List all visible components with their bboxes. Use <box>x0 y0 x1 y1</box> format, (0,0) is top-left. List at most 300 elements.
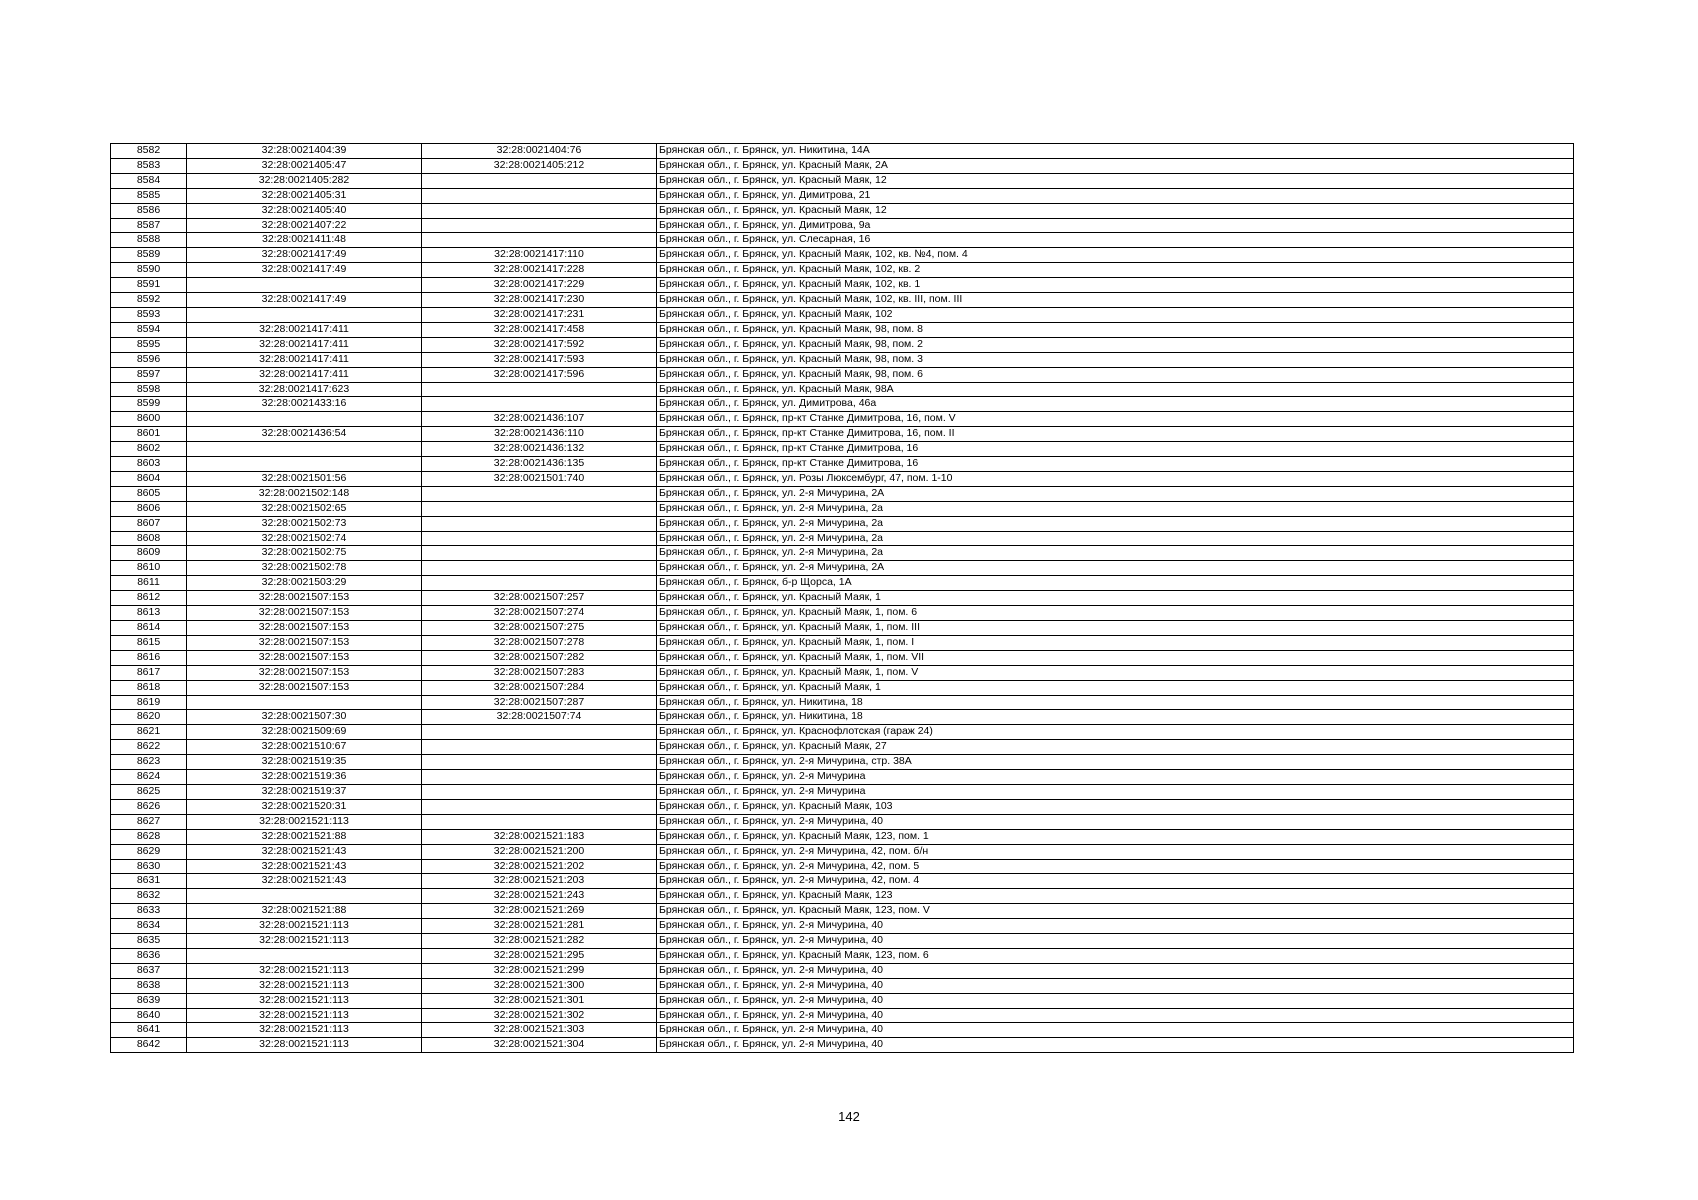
row-number-cell: 8596 <box>111 352 187 367</box>
land-cadastral-number-cell: 32:28:0021507:30 <box>187 710 422 725</box>
object-cadastral-number-cell: 32:28:0021436:132 <box>422 442 657 457</box>
row-number-cell: 8639 <box>111 993 187 1008</box>
object-cadastral-number-cell <box>422 546 657 561</box>
table-row <box>111 188 1574 203</box>
row-number-cell: 8605 <box>111 486 187 501</box>
object-cadastral-number-cell: 32:28:0021521:302 <box>422 1008 657 1023</box>
row-number-cell: 8623 <box>111 755 187 770</box>
object-cadastral-number-cell <box>422 725 657 740</box>
land-cadastral-number-cell: 32:28:0021521:113 <box>187 934 422 949</box>
object-cadastral-number-cell: 32:28:0021507:275 <box>422 621 657 636</box>
row-number-cell: 8587 <box>111 218 187 233</box>
row-number-cell: 8624 <box>111 770 187 785</box>
object-cadastral-number-cell <box>422 755 657 770</box>
row-number-cell: 8598 <box>111 382 187 397</box>
table-row <box>111 158 1574 173</box>
row-number-cell: 8620 <box>111 710 187 725</box>
row-number-cell: 8588 <box>111 233 187 248</box>
land-cadastral-number-cell: 32:28:0021507:153 <box>187 606 422 621</box>
land-cadastral-number-cell: 32:28:0021510:67 <box>187 740 422 755</box>
object-cadastral-number-cell: 32:28:0021417:230 <box>422 293 657 308</box>
land-cadastral-number-cell <box>187 457 422 472</box>
row-number-cell: 8627 <box>111 814 187 829</box>
object-cadastral-number-cell: 32:28:0021507:283 <box>422 665 657 680</box>
land-cadastral-number-cell: 32:28:0021405:47 <box>187 158 422 173</box>
address-cell: Брянская обл., г. Брянск, ул. Красный Маяк, 102, кв. №4, пом. 4 <box>657 248 1574 263</box>
object-cadastral-number-cell: 32:28:0021417:231 <box>422 307 657 322</box>
table-row <box>111 829 1574 844</box>
land-cadastral-number-cell: 32:28:0021521:43 <box>187 874 422 889</box>
table-row <box>111 248 1574 263</box>
row-number-cell: 8638 <box>111 978 187 993</box>
land-cadastral-number-cell: 32:28:0021503:29 <box>187 576 422 591</box>
land-cadastral-number-cell: 32:28:0021501:56 <box>187 471 422 486</box>
land-cadastral-number-cell <box>187 412 422 427</box>
table-row <box>111 740 1574 755</box>
address-cell: Брянская обл., г. Брянск, ул. Красный Маяк, 2А <box>657 158 1574 173</box>
object-cadastral-number-cell: 32:28:0021405:212 <box>422 158 657 173</box>
row-number-cell: 8585 <box>111 188 187 203</box>
table-row <box>111 1023 1574 1038</box>
land-cadastral-number-cell: 32:28:0021502:75 <box>187 546 422 561</box>
table-row <box>111 367 1574 382</box>
land-cadastral-number-cell: 32:28:0021507:153 <box>187 650 422 665</box>
land-cadastral-number-cell: 32:28:0021411:48 <box>187 233 422 248</box>
object-cadastral-number-cell <box>422 516 657 531</box>
table-row <box>111 934 1574 949</box>
row-number-cell: 8610 <box>111 561 187 576</box>
land-cadastral-number-cell: 32:28:0021404:39 <box>187 144 422 159</box>
address-cell: Брянская обл., г. Брянск, ул. 2-я Мичурина, 40 <box>657 1008 1574 1023</box>
address-cell: Брянская обл., г. Брянск, ул. 2-я Мичурина <box>657 770 1574 785</box>
property-register-table <box>110 143 1574 1053</box>
object-cadastral-number-cell <box>422 382 657 397</box>
address-cell: Брянская обл., г. Брянск, ул. Красный Маяк, 98, пом. 8 <box>657 322 1574 337</box>
land-cadastral-number-cell: 32:28:0021417:623 <box>187 382 422 397</box>
object-cadastral-number-cell: 32:28:0021521:303 <box>422 1023 657 1038</box>
table-row <box>111 695 1574 710</box>
land-cadastral-number-cell: 32:28:0021519:36 <box>187 770 422 785</box>
address-cell: Брянская обл., г. Брянск, ул. Красный Маяк, 27 <box>657 740 1574 755</box>
row-number-cell: 8592 <box>111 293 187 308</box>
address-cell: Брянская обл., г. Брянск, пр-кт Станке Димитрова, 16, пом. II <box>657 427 1574 442</box>
register-table-body <box>111 144 1574 1053</box>
address-cell: Брянская обл., г. Брянск, ул. Красный Маяк, 123, пом. V <box>657 904 1574 919</box>
land-cadastral-number-cell: 32:28:0021405:40 <box>187 203 422 218</box>
table-row <box>111 263 1574 278</box>
land-cadastral-number-cell <box>187 442 422 457</box>
table-row <box>111 337 1574 352</box>
row-number-cell: 8599 <box>111 397 187 412</box>
table-row <box>111 993 1574 1008</box>
object-cadastral-number-cell: 32:28:0021417:458 <box>422 322 657 337</box>
land-cadastral-number-cell: 32:28:0021417:411 <box>187 337 422 352</box>
row-number-cell: 8622 <box>111 740 187 755</box>
row-number-cell: 8597 <box>111 367 187 382</box>
land-cadastral-number-cell: 32:28:0021502:74 <box>187 531 422 546</box>
object-cadastral-number-cell: 32:28:0021417:592 <box>422 337 657 352</box>
address-cell: Брянская обл., г. Брянск, ул. Розы Люксембург, 47, пом. 1-10 <box>657 471 1574 486</box>
table-row <box>111 233 1574 248</box>
object-cadastral-number-cell: 32:28:0021417:110 <box>422 248 657 263</box>
table-row <box>111 382 1574 397</box>
table-row <box>111 561 1574 576</box>
row-number-cell: 8594 <box>111 322 187 337</box>
land-cadastral-number-cell: 32:28:0021521:113 <box>187 963 422 978</box>
land-cadastral-number-cell: 32:28:0021417:411 <box>187 352 422 367</box>
address-cell: Брянская обл., г. Брянск, ул. Красный Маяк, 123 <box>657 889 1574 904</box>
object-cadastral-number-cell <box>422 218 657 233</box>
table-row <box>111 218 1574 233</box>
address-cell: Брянская обл., г. Брянск, ул. 2-я Мичурина, 42, пом. 5 <box>657 859 1574 874</box>
address-cell: Брянская обл., г. Брянск, ул. 2-я Мичурина, 40 <box>657 993 1574 1008</box>
land-cadastral-number-cell: 32:28:0021507:153 <box>187 591 422 606</box>
table-row <box>111 278 1574 293</box>
land-cadastral-number-cell: 32:28:0021502:148 <box>187 486 422 501</box>
address-cell: Брянская обл., г. Брянск, ул. 2-я Мичурина, 40 <box>657 1023 1574 1038</box>
object-cadastral-number-cell: 32:28:0021507:74 <box>422 710 657 725</box>
land-cadastral-number-cell: 32:28:0021417:411 <box>187 367 422 382</box>
object-cadastral-number-cell <box>422 397 657 412</box>
land-cadastral-number-cell: 32:28:0021507:153 <box>187 635 422 650</box>
object-cadastral-number-cell <box>422 576 657 591</box>
table-row <box>111 621 1574 636</box>
land-cadastral-number-cell: 32:28:0021417:49 <box>187 263 422 278</box>
land-cadastral-number-cell: 32:28:0021417:49 <box>187 293 422 308</box>
table-row <box>111 471 1574 486</box>
address-cell: Брянская обл., г. Брянск, ул. Красный Маяк, 1, пом. 6 <box>657 606 1574 621</box>
address-cell: Брянская обл., г. Брянск, ул. Никитина, 18 <box>657 695 1574 710</box>
object-cadastral-number-cell: 32:28:0021521:301 <box>422 993 657 1008</box>
address-cell: Брянская обл., г. Брянск, ул. 2-я Мичурина, 40 <box>657 978 1574 993</box>
address-cell: Брянская обл., г. Брянск, ул. Красный Маяк, 1, пом. VII <box>657 650 1574 665</box>
address-cell: Брянская обл., г. Брянск, ул. 2-я Мичурина, 40 <box>657 934 1574 949</box>
table-row <box>111 546 1574 561</box>
table-row <box>111 307 1574 322</box>
row-number-cell: 8637 <box>111 963 187 978</box>
table-row <box>111 859 1574 874</box>
row-number-cell: 8629 <box>111 844 187 859</box>
table-row <box>111 293 1574 308</box>
table-row <box>111 606 1574 621</box>
object-cadastral-number-cell <box>422 188 657 203</box>
table-row <box>111 486 1574 501</box>
land-cadastral-number-cell <box>187 948 422 963</box>
address-cell: Брянская обл., г. Брянск, ул. Красный Маяк, 102, кв. III, пом. III <box>657 293 1574 308</box>
object-cadastral-number-cell: 32:28:0021417:593 <box>422 352 657 367</box>
row-number-cell: 8615 <box>111 635 187 650</box>
object-cadastral-number-cell <box>422 501 657 516</box>
object-cadastral-number-cell: 32:28:0021521:269 <box>422 904 657 919</box>
row-number-cell: 8603 <box>111 457 187 472</box>
object-cadastral-number-cell <box>422 203 657 218</box>
object-cadastral-number-cell <box>422 531 657 546</box>
table-row <box>111 457 1574 472</box>
table-row <box>111 173 1574 188</box>
row-number-cell: 8586 <box>111 203 187 218</box>
page-number: 142 <box>838 1109 860 1124</box>
table-row <box>111 397 1574 412</box>
object-cadastral-number-cell: 32:28:0021507:282 <box>422 650 657 665</box>
address-cell: Брянская обл., г. Брянск, ул. 2-я Мичурина, 40 <box>657 919 1574 934</box>
address-cell: Брянская обл., г. Брянск, ул. 2-я Мичурина, 2а <box>657 546 1574 561</box>
row-number-cell: 8618 <box>111 680 187 695</box>
object-cadastral-number-cell: 32:28:0021521:299 <box>422 963 657 978</box>
table-row <box>111 725 1574 740</box>
row-number-cell: 8582 <box>111 144 187 159</box>
land-cadastral-number-cell: 32:28:0021405:282 <box>187 173 422 188</box>
table-row <box>111 978 1574 993</box>
address-cell: Брянская обл., г. Брянск, ул. Красный Маяк, 1, пом. V <box>657 665 1574 680</box>
row-number-cell: 8621 <box>111 725 187 740</box>
object-cadastral-number-cell: 32:28:0021521:200 <box>422 844 657 859</box>
address-cell: Брянская обл., г. Брянск, ул. Красный Маяк, 1, пом. III <box>657 621 1574 636</box>
table-row <box>111 963 1574 978</box>
object-cadastral-number-cell <box>422 784 657 799</box>
object-cadastral-number-cell <box>422 233 657 248</box>
object-cadastral-number-cell: 32:28:0021507:257 <box>422 591 657 606</box>
address-cell: Брянская обл., г. Брянск, ул. 2-я Мичурина, 40 <box>657 1038 1574 1053</box>
land-cadastral-number-cell: 32:28:0021520:31 <box>187 799 422 814</box>
row-number-cell: 8636 <box>111 948 187 963</box>
row-number-cell: 8619 <box>111 695 187 710</box>
address-cell: Брянская обл., г. Брянск, ул. Димитрова, 21 <box>657 188 1574 203</box>
address-cell: Брянская обл., г. Брянск, ул. Красный Маяк, 1 <box>657 680 1574 695</box>
table-row <box>111 531 1574 546</box>
address-cell: Брянская обл., г. Брянск, ул. 2-я Мичурина, 40 <box>657 814 1574 829</box>
row-number-cell: 8584 <box>111 173 187 188</box>
address-cell: Брянская обл., г. Брянск, пр-кт Станке Димитрова, 16, пом. V <box>657 412 1574 427</box>
table-row <box>111 322 1574 337</box>
table-row <box>111 814 1574 829</box>
table-row <box>111 919 1574 934</box>
object-cadastral-number-cell: 32:28:0021507:287 <box>422 695 657 710</box>
object-cadastral-number-cell: 32:28:0021507:284 <box>422 680 657 695</box>
object-cadastral-number-cell <box>422 770 657 785</box>
land-cadastral-number-cell: 32:28:0021521:88 <box>187 829 422 844</box>
address-cell: Брянская обл., г. Брянск, ул. 2-я Мичурина, 2А <box>657 486 1574 501</box>
table-row <box>111 710 1574 725</box>
object-cadastral-number-cell: 32:28:0021521:304 <box>422 1038 657 1053</box>
object-cadastral-number-cell: 32:28:0021521:300 <box>422 978 657 993</box>
address-cell: Брянская обл., г. Брянск, ул. 2-я Мичурина, 42, пом. 4 <box>657 874 1574 889</box>
row-number-cell: 8616 <box>111 650 187 665</box>
object-cadastral-number-cell: 32:28:0021521:281 <box>422 919 657 934</box>
row-number-cell: 8628 <box>111 829 187 844</box>
row-number-cell: 8617 <box>111 665 187 680</box>
address-cell: Брянская обл., г. Брянск, ул. Красный Маяк, 1, пом. I <box>657 635 1574 650</box>
row-number-cell: 8604 <box>111 471 187 486</box>
address-cell: Брянская обл., г. Брянск, ул. 2-я Мичурина, 2а <box>657 531 1574 546</box>
land-cadastral-number-cell: 32:28:0021502:78 <box>187 561 422 576</box>
address-cell: Брянская обл., г. Брянск, ул. Красный Маяк, 98, пом. 2 <box>657 337 1574 352</box>
address-cell: Брянская обл., г. Брянск, пр-кт Станке Димитрова, 16 <box>657 442 1574 457</box>
table-row <box>111 844 1574 859</box>
land-cadastral-number-cell: 32:28:0021436:54 <box>187 427 422 442</box>
land-cadastral-number-cell: 32:28:0021521:43 <box>187 844 422 859</box>
object-cadastral-number-cell: 32:28:0021501:740 <box>422 471 657 486</box>
table-row <box>111 501 1574 516</box>
address-cell: Брянская обл., г. Брянск, ул. 2-я Мичурина, стр. 38А <box>657 755 1574 770</box>
land-cadastral-number-cell: 32:28:0021521:43 <box>187 859 422 874</box>
land-cadastral-number-cell: 32:28:0021519:37 <box>187 784 422 799</box>
row-number-cell: 8614 <box>111 621 187 636</box>
object-cadastral-number-cell: 32:28:0021521:243 <box>422 889 657 904</box>
land-cadastral-number-cell: 32:28:0021507:153 <box>187 680 422 695</box>
table-row <box>111 889 1574 904</box>
row-number-cell: 8601 <box>111 427 187 442</box>
table-row <box>111 904 1574 919</box>
row-number-cell: 8607 <box>111 516 187 531</box>
land-cadastral-number-cell: 32:28:0021521:88 <box>187 904 422 919</box>
row-number-cell: 8641 <box>111 1023 187 1038</box>
table-row <box>111 203 1574 218</box>
row-number-cell: 8608 <box>111 531 187 546</box>
object-cadastral-number-cell: 32:28:0021521:202 <box>422 859 657 874</box>
land-cadastral-number-cell: 32:28:0021521:113 <box>187 1008 422 1023</box>
object-cadastral-number-cell <box>422 486 657 501</box>
table-row <box>111 352 1574 367</box>
land-cadastral-number-cell: 32:28:0021405:31 <box>187 188 422 203</box>
address-cell: Брянская обл., г. Брянск, ул. Красный Маяк, 103 <box>657 799 1574 814</box>
table-row <box>111 755 1574 770</box>
table-row <box>111 516 1574 531</box>
address-cell: Брянская обл., г. Брянск, б-р Щорса, 1А <box>657 576 1574 591</box>
object-cadastral-number-cell: 32:28:0021404:76 <box>422 144 657 159</box>
table-row <box>111 1008 1574 1023</box>
object-cadastral-number-cell: 32:28:0021417:596 <box>422 367 657 382</box>
object-cadastral-number-cell: 32:28:0021507:278 <box>422 635 657 650</box>
table-row <box>111 635 1574 650</box>
address-cell: Брянская обл., г. Брянск, ул. Красный Маяк, 102 <box>657 307 1574 322</box>
object-cadastral-number-cell: 32:28:0021417:229 <box>422 278 657 293</box>
land-cadastral-number-cell: 32:28:0021521:113 <box>187 993 422 1008</box>
address-cell: Брянская обл., г. Брянск, ул. Димитрова, 46а <box>657 397 1574 412</box>
row-number-cell: 8595 <box>111 337 187 352</box>
row-number-cell: 8590 <box>111 263 187 278</box>
address-cell: Брянская обл., г. Брянск, пр-кт Станке Димитрова, 16 <box>657 457 1574 472</box>
object-cadastral-number-cell <box>422 740 657 755</box>
table-row <box>111 770 1574 785</box>
row-number-cell: 8626 <box>111 799 187 814</box>
address-cell: Брянская обл., г. Брянск, ул. 2-я Мичурина, 42, пом. б/н <box>657 844 1574 859</box>
address-cell: Брянская обл., г. Брянск, ул. Красный Маяк, 98, пом. 3 <box>657 352 1574 367</box>
address-cell: Брянская обл., г. Брянск, ул. Красный Маяк, 102, кв. 1 <box>657 278 1574 293</box>
table-row <box>111 1038 1574 1053</box>
address-cell: Брянская обл., г. Брянск, ул. Красный Маяк, 1 <box>657 591 1574 606</box>
address-cell: Брянская обл., г. Брянск, ул. Красный Маяк, 102, кв. 2 <box>657 263 1574 278</box>
land-cadastral-number-cell: 32:28:0021417:49 <box>187 248 422 263</box>
row-number-cell: 8609 <box>111 546 187 561</box>
object-cadastral-number-cell <box>422 814 657 829</box>
land-cadastral-number-cell: 32:28:0021521:113 <box>187 1038 422 1053</box>
table-row <box>111 650 1574 665</box>
table-row <box>111 665 1574 680</box>
land-cadastral-number-cell: 32:28:0021521:113 <box>187 978 422 993</box>
table-row <box>111 874 1574 889</box>
land-cadastral-number-cell: 32:28:0021502:65 <box>187 501 422 516</box>
table-row <box>111 948 1574 963</box>
address-cell: Брянская обл., г. Брянск, ул. Красный Маяк, 12 <box>657 203 1574 218</box>
address-cell: Брянская обл., г. Брянск, ул. Красный Маяк, 123, пом. 1 <box>657 829 1574 844</box>
address-cell: Брянская обл., г. Брянск, ул. Красный Маяк, 12 <box>657 173 1574 188</box>
land-cadastral-number-cell: 32:28:0021521:113 <box>187 1023 422 1038</box>
land-cadastral-number-cell: 32:28:0021502:73 <box>187 516 422 531</box>
row-number-cell: 8602 <box>111 442 187 457</box>
table-row <box>111 591 1574 606</box>
land-cadastral-number-cell: 32:28:0021433:16 <box>187 397 422 412</box>
row-number-cell: 8611 <box>111 576 187 591</box>
row-number-cell: 8634 <box>111 919 187 934</box>
address-cell: Брянская обл., г. Брянск, ул. Слесарная, 16 <box>657 233 1574 248</box>
row-number-cell: 8633 <box>111 904 187 919</box>
table-row <box>111 144 1574 159</box>
address-cell: Брянская обл., г. Брянск, ул. 2-я Мичурина <box>657 784 1574 799</box>
object-cadastral-number-cell: 32:28:0021436:107 <box>422 412 657 427</box>
row-number-cell: 8642 <box>111 1038 187 1053</box>
row-number-cell: 8606 <box>111 501 187 516</box>
land-cadastral-number-cell: 32:28:0021521:113 <box>187 814 422 829</box>
land-cadastral-number-cell: 32:28:0021417:411 <box>187 322 422 337</box>
object-cadastral-number-cell: 32:28:0021507:274 <box>422 606 657 621</box>
address-cell: Брянская обл., г. Брянск, ул. Димитрова, 9а <box>657 218 1574 233</box>
object-cadastral-number-cell: 32:28:0021521:295 <box>422 948 657 963</box>
address-cell: Брянская обл., г. Брянск, ул. Красный Маяк, 98, пом. 6 <box>657 367 1574 382</box>
land-cadastral-number-cell <box>187 695 422 710</box>
address-cell: Брянская обл., г. Брянск, ул. 2-я Мичурина, 2а <box>657 501 1574 516</box>
row-number-cell: 8600 <box>111 412 187 427</box>
land-cadastral-number-cell <box>187 307 422 322</box>
land-cadastral-number-cell: 32:28:0021519:35 <box>187 755 422 770</box>
row-number-cell: 8613 <box>111 606 187 621</box>
land-cadastral-number-cell: 32:28:0021507:153 <box>187 665 422 680</box>
table-row <box>111 799 1574 814</box>
row-number-cell: 8635 <box>111 934 187 949</box>
object-cadastral-number-cell: 32:28:0021521:282 <box>422 934 657 949</box>
row-number-cell: 8612 <box>111 591 187 606</box>
address-cell: Брянская обл., г. Брянск, ул. 2-я Мичурина, 2а <box>657 516 1574 531</box>
table-row <box>111 680 1574 695</box>
address-cell: Брянская обл., г. Брянск, ул. Красный Маяк, 123, пом. 6 <box>657 948 1574 963</box>
table-row <box>111 442 1574 457</box>
address-cell: Брянская обл., г. Брянск, ул. 2-я Мичурина, 2А <box>657 561 1574 576</box>
table-row <box>111 412 1574 427</box>
land-cadastral-number-cell <box>187 889 422 904</box>
object-cadastral-number-cell: 32:28:0021521:203 <box>422 874 657 889</box>
object-cadastral-number-cell <box>422 561 657 576</box>
address-cell: Брянская обл., г. Брянск, ул. Никитина, 14А <box>657 144 1574 159</box>
row-number-cell: 8593 <box>111 307 187 322</box>
object-cadastral-number-cell: 32:28:0021417:228 <box>422 263 657 278</box>
object-cadastral-number-cell: 32:28:0021521:183 <box>422 829 657 844</box>
table-row <box>111 427 1574 442</box>
object-cadastral-number-cell <box>422 799 657 814</box>
row-number-cell: 8632 <box>111 889 187 904</box>
row-number-cell: 8640 <box>111 1008 187 1023</box>
row-number-cell: 8625 <box>111 784 187 799</box>
address-cell: Брянская обл., г. Брянск, ул. Краснофлотская (гараж 24) <box>657 725 1574 740</box>
address-cell: Брянская обл., г. Брянск, ул. 2-я Мичурина, 40 <box>657 963 1574 978</box>
row-number-cell: 8630 <box>111 859 187 874</box>
land-cadastral-number-cell: 32:28:0021507:153 <box>187 621 422 636</box>
table-row <box>111 576 1574 591</box>
row-number-cell: 8589 <box>111 248 187 263</box>
object-cadastral-number-cell: 32:28:0021436:135 <box>422 457 657 472</box>
land-cadastral-number-cell: 32:28:0021521:113 <box>187 919 422 934</box>
object-cadastral-number-cell <box>422 173 657 188</box>
row-number-cell: 8583 <box>111 158 187 173</box>
object-cadastral-number-cell: 32:28:0021436:110 <box>422 427 657 442</box>
